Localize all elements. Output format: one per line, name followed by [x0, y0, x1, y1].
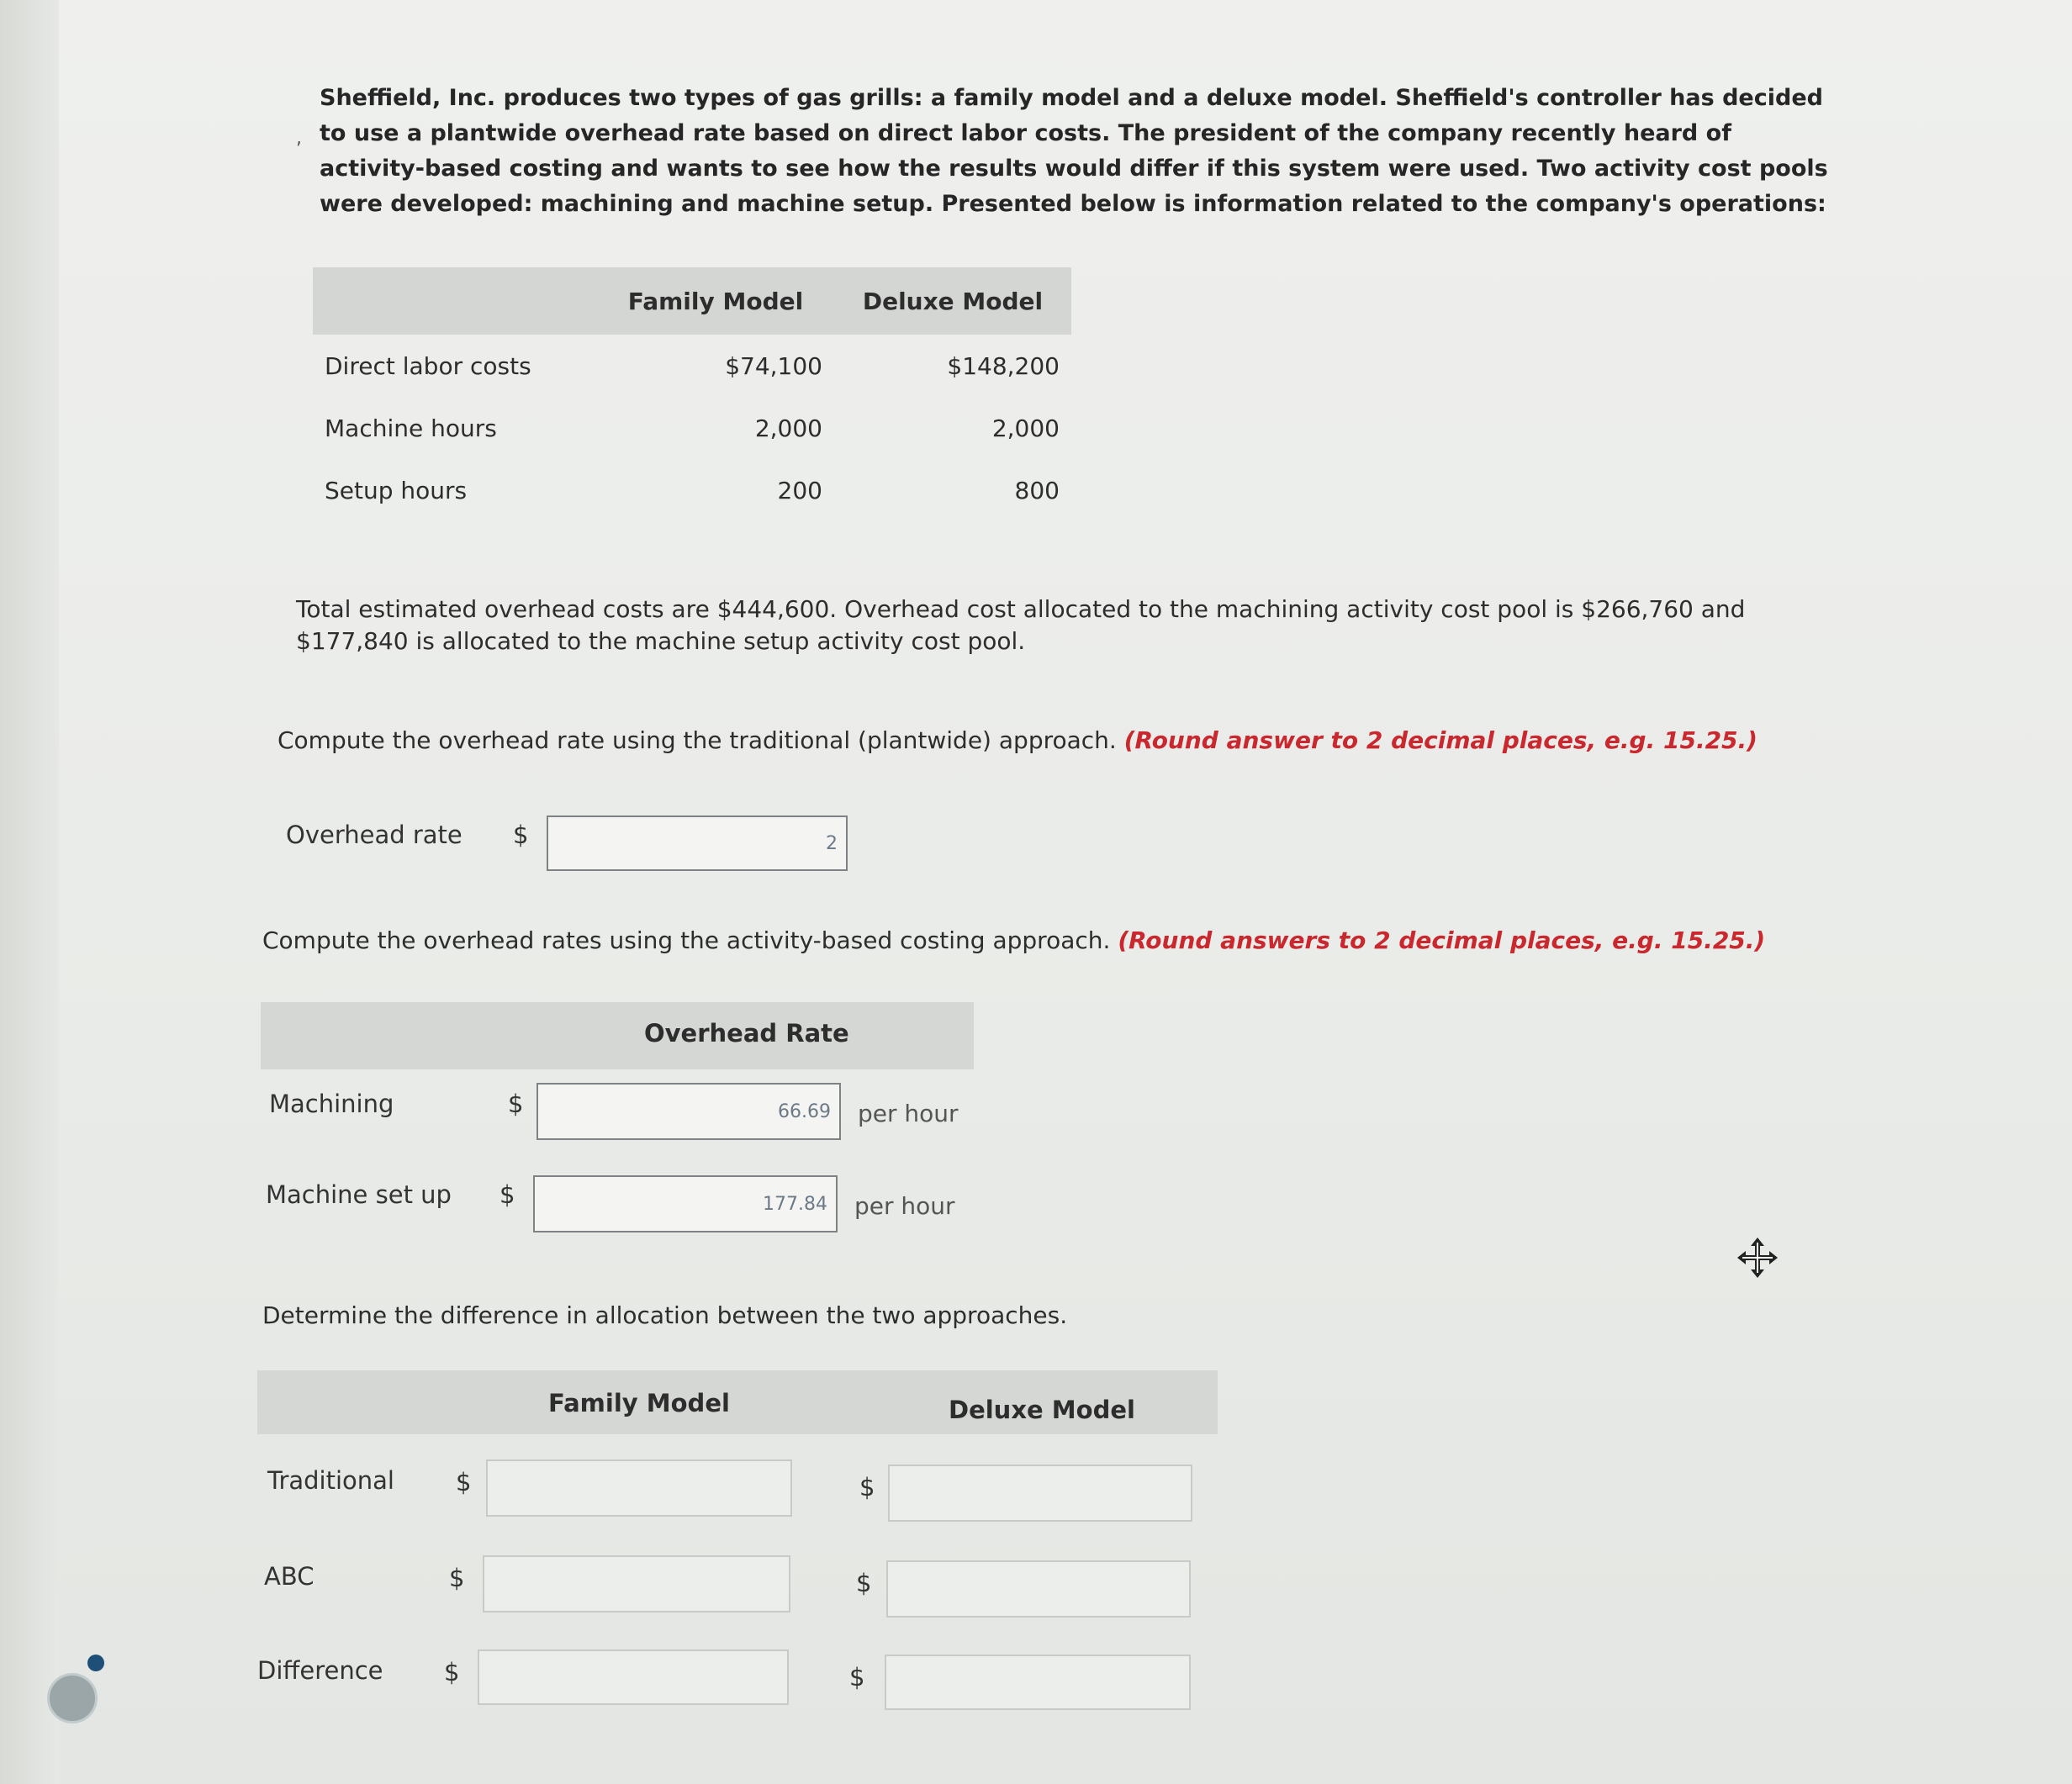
table-row [313, 397, 1071, 459]
difference-deluxe-dollar: $ [849, 1663, 865, 1692]
family-value: 200 [777, 476, 822, 504]
machine-setup-unit: per hour [854, 1192, 955, 1220]
allocation-header-family: Family Model [548, 1389, 730, 1417]
abc-label: ABC [264, 1562, 314, 1591]
family-value: $74,100 [725, 351, 822, 380]
move-cursor-icon [1736, 1236, 1779, 1280]
abc-family-dollar: $ [449, 1564, 465, 1592]
overhead-rate-header-band [261, 1002, 974, 1069]
deluxe-value: 2,000 [991, 414, 1060, 442]
overhead-rate-dollar: $ [513, 821, 529, 849]
family-value: 2,000 [754, 414, 822, 442]
q2-hint: (Round answers to 2 decimal places, e.g. 15.25.) [1118, 926, 1766, 954]
operations-table [313, 267, 1071, 521]
row-label: Direct labor costs [325, 351, 531, 380]
q2-prompt-text: Compute the overhead rates using the activity-based costing approach. [262, 926, 1111, 954]
left-edge [0, 0, 59, 1784]
machine-setup-label: Machine set up [266, 1180, 452, 1209]
q2-prompt [262, 925, 1860, 957]
traditional-deluxe-dollar: $ [859, 1473, 875, 1502]
table-row [313, 335, 1071, 397]
traditional-family-dollar: $ [456, 1468, 472, 1496]
overhead-rate-label: Overhead rate [286, 821, 462, 849]
traditional-family-input[interactable] [486, 1459, 792, 1517]
header-blank [313, 267, 597, 335]
q3-prompt: Determine the difference in allocation between the two approaches. [262, 1301, 1068, 1329]
row-label: Setup hours [325, 476, 468, 504]
difference-label: Difference [257, 1656, 383, 1685]
bullet-mark: , [296, 128, 302, 149]
abc-family-input[interactable] [483, 1555, 790, 1612]
deluxe-value: 800 [1014, 476, 1060, 504]
avatar-icon[interactable] [47, 1673, 98, 1723]
row-label: Machine hours [325, 414, 497, 442]
machine-setup-rate-input[interactable]: 177.84 [533, 1175, 838, 1232]
header-family-model: Family Model [597, 267, 834, 335]
machine-setup-dollar: $ [500, 1180, 515, 1209]
deluxe-value: $148,200 [947, 351, 1060, 380]
machining-rate-input[interactable]: 66.69 [536, 1083, 841, 1140]
difference-deluxe-input[interactable] [885, 1655, 1191, 1710]
overhead-rate-input[interactable]: 2 [547, 815, 848, 871]
q1-prompt [278, 725, 1875, 757]
q1-prompt-text: Compute the overhead rate using the traditional (plantwide) approach. [278, 726, 1117, 754]
overhead-paragraph: Total estimated overhead costs are $444,600. Overhead cost allocated to the machining activity cost pool is $266,760 and $177,840 is allocated to the machine setup activity cost pool. [296, 595, 1746, 655]
header-deluxe-model: Deluxe Model [834, 267, 1071, 335]
allocation-header-deluxe: Deluxe Model [949, 1396, 1135, 1424]
machining-dollar: $ [508, 1090, 524, 1118]
traditional-label: Traditional [267, 1466, 394, 1495]
machining-label: Machining [269, 1090, 394, 1118]
machining-unit: per hour [858, 1100, 959, 1127]
difference-family-dollar: $ [444, 1658, 460, 1686]
difference-family-input[interactable] [478, 1649, 789, 1705]
q1-hint: (Round answer to 2 decimal places, e.g. 15.25.) [1123, 726, 1758, 754]
intro-paragraph: Sheffield, Inc. produces two types of gas grills: a family model and a deluxe model. Sheffield's controller has decided to use a plantwide overhead rate based on direct labor costs. The president of the company recently heard of activity-based costing and wants to see how the results would differ if this system were used. Two activity cost pools were developed: machining and machine setup. Presented below is information related to the company's operations: [320, 85, 1828, 217]
abc-deluxe-dollar: $ [856, 1569, 872, 1597]
traditional-deluxe-input[interactable] [888, 1465, 1192, 1522]
overhead-rate-header: Overhead Rate [644, 1019, 849, 1048]
abc-deluxe-input[interactable] [886, 1560, 1191, 1618]
operations-table-header [313, 267, 1071, 335]
status-dot [87, 1655, 104, 1671]
table-row [313, 459, 1071, 521]
